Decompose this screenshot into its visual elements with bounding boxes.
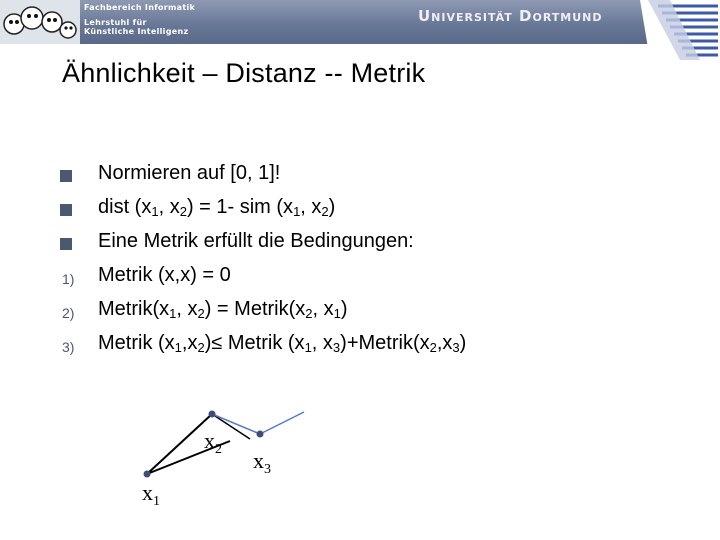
- department-name: Fachbereich Informatik: [84, 3, 196, 12]
- bullet-text: Eine Metrik erfüllt die Bedingungen:: [98, 230, 414, 252]
- point-label-x3: $x_3$: [253, 448, 271, 477]
- point-label-x2: $x_2$: [204, 428, 222, 457]
- bullet-number: 1): [62, 271, 75, 287]
- edge-x3-out: [260, 412, 304, 434]
- point-x1: [144, 471, 151, 478]
- edge-x1-x2: [147, 414, 212, 474]
- bullet-text: Metrik (x,x) = 0: [98, 264, 231, 286]
- point-label-x1: $x_1$: [142, 480, 160, 509]
- edge-x2-x3: [212, 414, 260, 434]
- bullet-text: Normieren auf [0, 1]!: [98, 162, 281, 184]
- point-x2: [209, 411, 216, 418]
- edge-x2-x3-black: [212, 414, 250, 439]
- chair-name-line1: Lehrstuhl für: [84, 18, 147, 27]
- bullet-number: 2): [62, 305, 75, 321]
- bullet-text: $Metrik(x_1$, $x_2$) = $Metrik(x_2$, $x_1$): [98, 298, 348, 321]
- chair-name-line2: Künstliche Intelligenz: [84, 27, 189, 36]
- bullet-text: Metrik $(x_1,x_2)\le$ Metrik ($x_1$, $x_3)+Metrik(x_2,x_3)$: [98, 332, 467, 355]
- university-name: Universität Dortmund: [418, 7, 603, 25]
- point-x3: [257, 431, 264, 438]
- bullet-number: 3): [62, 339, 75, 355]
- slide-title: Ähnlichkeit – Distanz -- Metrik: [62, 58, 426, 88]
- bullet-text: dist ($x_1$, $x_2) = 1-$ sim ($x_1$, $x_2$): [98, 196, 336, 219]
